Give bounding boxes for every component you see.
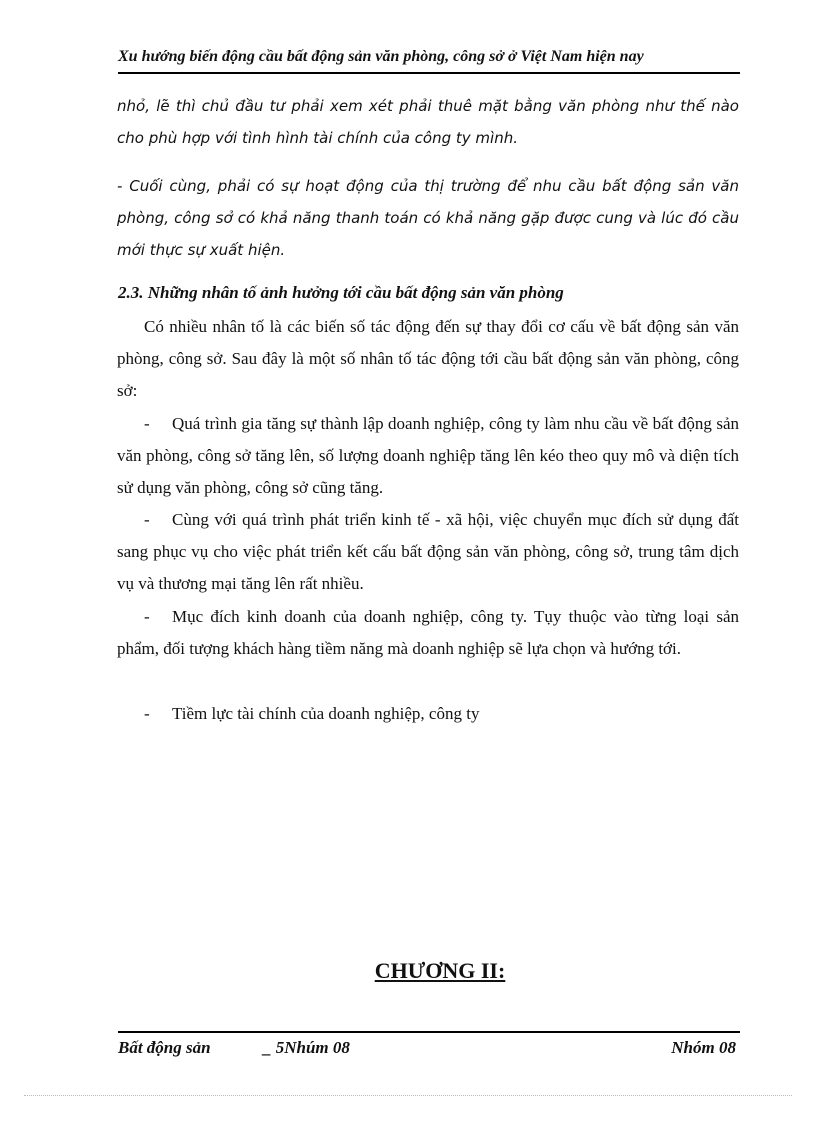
bullet-marker: - <box>144 607 150 626</box>
bullet-text: Cùng với quá trình phát triển kinh tế - xã hội, việc chuyển mục đích sử dụng đất sang phục vụ cho việc phát triển kết cấu bất động sản văn phòng, công sở, trung tâm dịch vụ và thương mại tăng lên rất nhiều. <box>117 510 739 593</box>
bullet-marker: - <box>144 414 150 433</box>
bullet-item <box>117 504 739 600</box>
bullet-marker: - <box>144 704 150 723</box>
bullet-text: Tiềm lực tài chính của doanh nghiệp, công ty <box>172 704 480 723</box>
bullet-item <box>117 698 739 730</box>
footer-right-text: Nhóm 08 <box>671 1038 736 1057</box>
bullet-text: Quá trình gia tăng sự thành lập doanh nghiệp, công ty làm nhu cầu về bất động sản văn phòng, công sở tăng lên, số lượng doanh nghiệp tăng lên kéo theo quy mô và diện tích sử dụng văn phòng, công sở cũng tăng. <box>117 414 739 497</box>
bullet-text: Mục đích kinh doanh của doanh nghiệp, công ty. Tụy thuộc vào từng loại sản phẩm, đối tượng khách hàng tiềm năng mà doanh nghiệp sẽ lựa chọn và hướng tới. <box>117 607 739 658</box>
chapter-heading: CHƯƠNG II: <box>374 958 506 983</box>
section-title: 2.3. Những nhân tố ảnh hưởng tới cầu bất động sản văn phòng <box>118 283 564 302</box>
footer-left-text: Bất động sản <box>118 1038 211 1057</box>
footer-middle-text: _ 5Nhúm 08 <box>263 1038 350 1057</box>
page-bottom-edge <box>24 1095 792 1096</box>
section-intro-paragraph: Có nhiều nhân tố là các biến số tác động đến sự thay đổi cơ cấu về bất động sản văn phòng, công sở. Sau đây là một số nhân tố tác động tới cầu bất động sản văn phòng, công sở: <box>117 317 739 400</box>
bullet-item <box>117 601 739 665</box>
bullet-item <box>117 408 739 504</box>
paragraph-continuation: nhỏ, lẽ thì chủ đầu tư phải xem xét phải thuê mặt bằng văn phòng như thế nào cho phù hợp với tình hình tài chính của công ty mình. <box>117 97 739 147</box>
bullet-marker: - <box>144 510 150 529</box>
footer-divider <box>118 1031 740 1033</box>
page-header: Xu hướng biến động cầu bất động sản văn phòng, công sở ở Việt Nam hiện nay <box>118 48 740 74</box>
paragraph-final-condition: - Cuối cùng, phải có sự hoạt động của thị trường để nhu cầu bất động sản văn phòng, công sở có khả năng thanh toán có khả năng gặp được cung và lúc đó cầu mới thực sự xuất hiện. <box>117 177 739 259</box>
